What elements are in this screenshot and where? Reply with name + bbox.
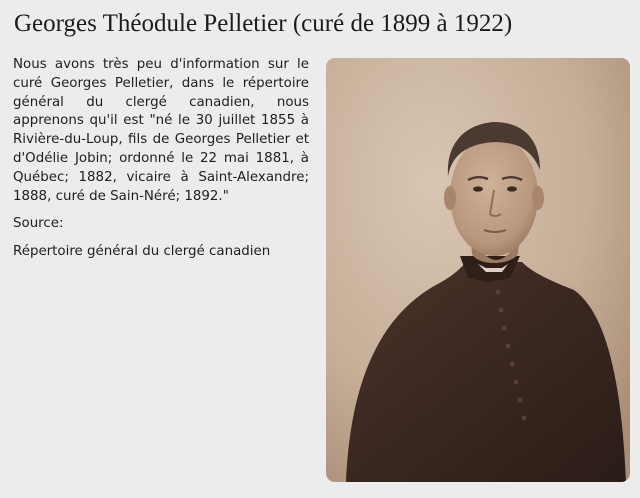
bio-paragraph: Nous avons très peu d'information sur le curé Georges Pelletier, dans le répertoire général du clergé canadien, nous apprenons qu'il est "né le 30 juillet 1855 à Rivière-du-Loup, fils de Georges Pelletier et d'Odélie Jobin; ordonné le 22 mai 1881, à Québec; 1882, vicaire à Saint-Alexandre; 1888, curé de Sain-Néré; 1892." xyxy=(13,57,309,204)
source-name: Répertoire général du clergé canadien xyxy=(13,244,271,260)
page-title: Georges Théodule Pelletier (curé de 1899 à 1922) xyxy=(14,10,513,37)
left-ear xyxy=(444,186,456,210)
right-eye xyxy=(507,186,517,191)
text-column xyxy=(13,56,309,271)
face xyxy=(450,136,538,256)
right-ear xyxy=(532,186,544,210)
left-eye xyxy=(473,186,483,191)
portrait-photo-image xyxy=(326,58,630,482)
source-label: Source: xyxy=(13,216,64,232)
portrait-photo xyxy=(326,58,630,482)
